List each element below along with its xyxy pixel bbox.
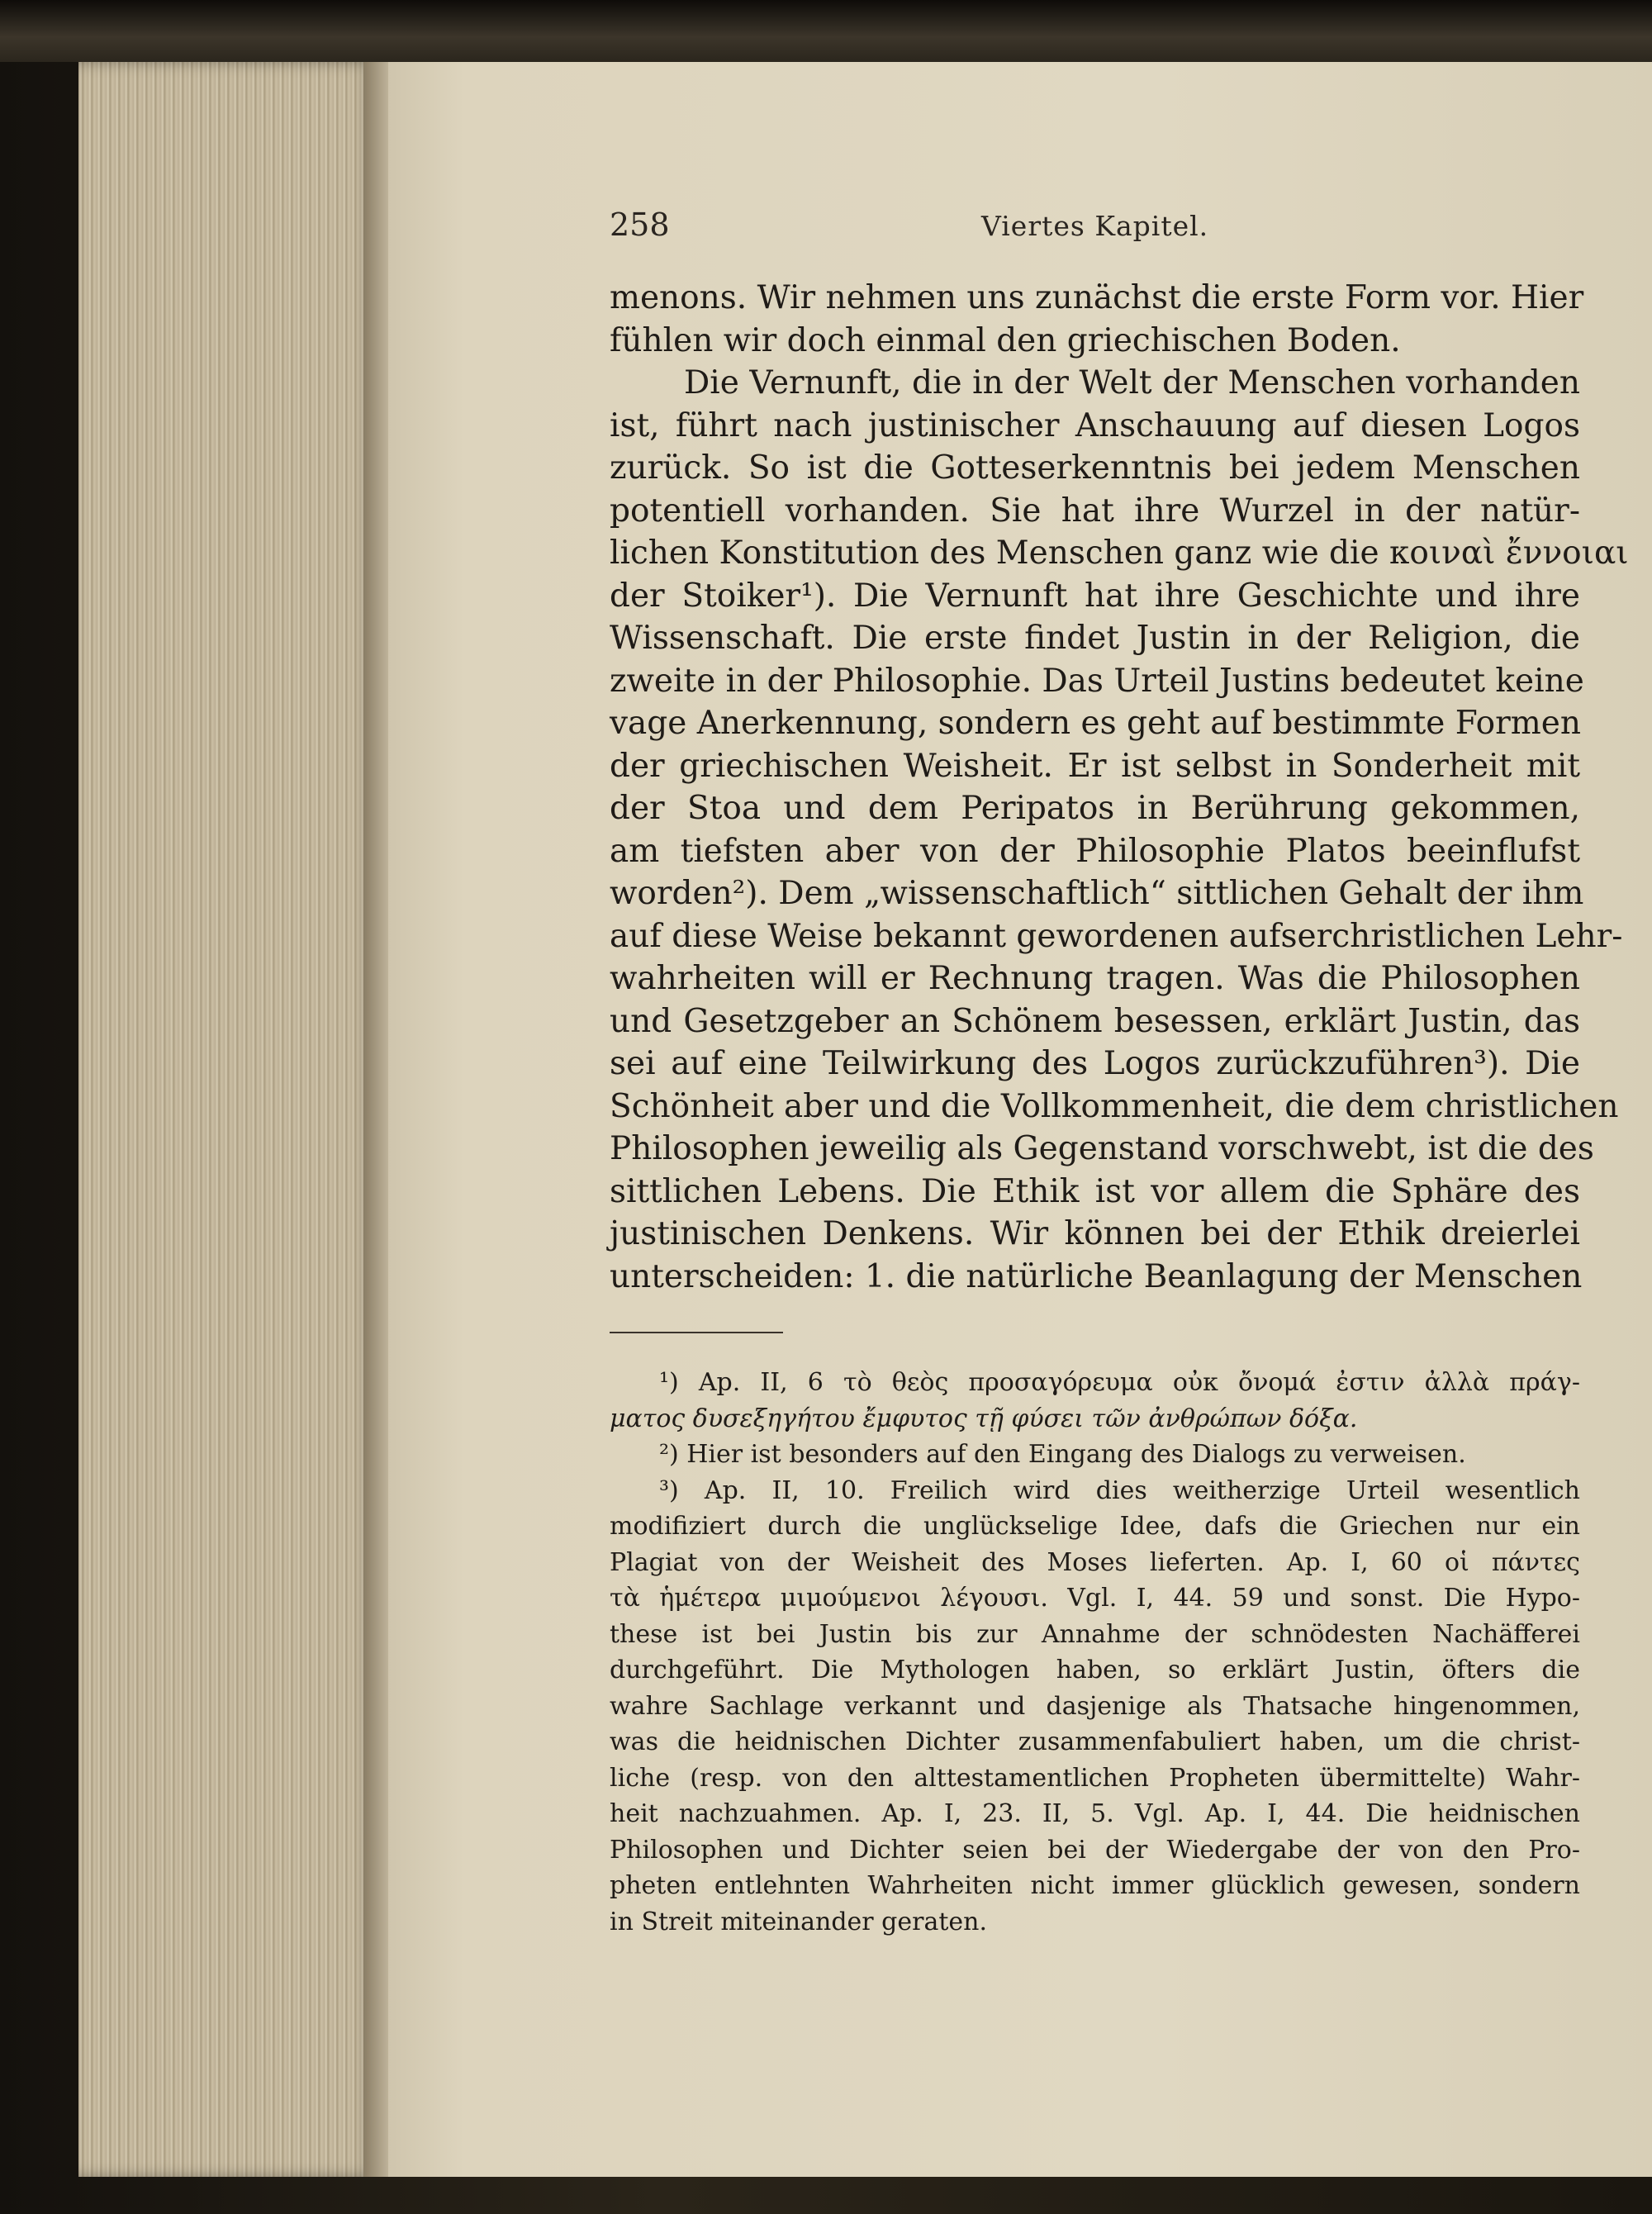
body-line: und Gesetzgeber an Schönem besessen, erklärt Justin, das (610, 1002, 1580, 1040)
body-line: ist, führt nach justinischer Anschauung auf diesen Logos (610, 406, 1580, 444)
footnote-line: ματος δυσεξηγήτου ἔμφυτος τῇ φύσει τῶν ἀνθρώπων δόξα. (610, 1404, 1358, 1433)
running-head: Viertes Kapitel. (981, 210, 1209, 242)
body-line: der griechischen Weisheit. Er ist selbst in Sonderheit mit (610, 747, 1580, 785)
body-line: zurück. So ist die Gotteserkenntnis bei jedem Menschen (610, 449, 1580, 487)
footnote-line: Philosophen und Dichter seien bei der Wiedergabe der von den Pro- (610, 1835, 1580, 1865)
footnote-line: τὰ ἡμέτερα μιμούμενοι λέγουσι. Vgl. I, 44. 59 und sonst. Die Hypo- (610, 1584, 1580, 1613)
body-line: worden²). Dem „wissenschaftlich“ sittlichen Gehalt der ihm (610, 875, 1584, 912)
body-line: lichen Konstitution des Menschen ganz wie die κοιναὶ ἔννοιαι (610, 534, 1629, 572)
body-line: am tiefsten aber von der Philosophie Platos beeinflufst (610, 832, 1580, 870)
body-line: unterscheiden: 1. die natürliche Beanlagung der Menschen (610, 1257, 1583, 1295)
body-line: wahrheiten will er Rechnung tragen. Was die Philosophen (610, 960, 1580, 997)
body-line: auf diese Weise bekannt gewordenen aufserchristlichen Lehr- (610, 917, 1623, 955)
body-line: zweite in der Philosophie. Das Urteil Justins bedeutet keine (610, 662, 1584, 700)
footnote-line: was die heidnischen Dichter zusammenfabuliert haben, um die christ- (610, 1727, 1580, 1756)
footnote-line: ¹) Ap. II, 6 τὸ θεὸς προσαγόρευμα οὐκ ὄνομά ἐστιν ἀλλὰ πράγ- (659, 1368, 1580, 1397)
footnote-line: Plagiat von der Weisheit des Moses lieferten. Ap. I, 60 οἱ πάντες (610, 1547, 1580, 1577)
body-line: sittlichen Lebens. Die Ethik ist vor allem die Sphäre des (610, 1172, 1580, 1210)
footnote-line: modifiziert durch die unglückselige Idee, dafs die Griechen nur ein (610, 1512, 1580, 1541)
body-line: Die Vernunft, die in der Welt der Menschen vorhanden (684, 364, 1580, 401)
footnote-line: these ist bei Justin bis zur Annahme der schnödesten Nachäfferei (610, 1619, 1580, 1649)
body-line: Wissenschaft. Die erste findet Justin in der Religion, die (610, 620, 1580, 657)
footnote-line: in Streit miteinander geraten. (610, 1907, 988, 1936)
body-line: menons. Wir nehmen uns zunächst die erste Form vor. Hier (610, 279, 1584, 316)
footnote-rule (610, 1332, 783, 1333)
footnote-line: durchgeführt. Die Mythologen haben, so erklärt Justin, öfters die (610, 1656, 1580, 1684)
footnote-line: ²) Hier ist besonders auf den Eingang des Dialogs zu verweisen. (659, 1440, 1466, 1469)
body-line: vage Anerkennung, sondern es geht auf bestimmte Formen (610, 705, 1581, 742)
cover-top-edge (0, 0, 1652, 62)
footnote-line: wahre Sachlage verkannt und dasjenige als Thatsache hingenommen, (610, 1691, 1580, 1721)
page-header (610, 207, 1580, 256)
body-line: der Stoiker¹). Die Vernunft hat ihre Geschichte und ihre (610, 577, 1580, 615)
footnotes (610, 1365, 1580, 1940)
footnote-line: heit nachzuahmen. Ap. I, 23. II, 5. Vgl. Ap. I, 44. Die heidnischen (610, 1799, 1580, 1828)
body-line: Philosophen jeweilig als Gegenstand vorschwebt, ist die des (610, 1130, 1594, 1167)
body-line: sei auf eine Teilwirkung des Logos zurückzuführen³). Die (610, 1045, 1580, 1082)
body-line: potentiell vorhanden. Sie hat ihre Wurzel in der natür- (610, 492, 1580, 530)
body-line: Schönheit aber und die Vollkommenheit, die dem christlichen (610, 1087, 1619, 1125)
body-line: justinischen Denkens. Wir können bei der Ethik dreierlei (610, 1215, 1580, 1252)
footnote-line: ³) Ap. II, 10. Freilich wird dies weitherzige Urteil wesentlich (659, 1475, 1580, 1505)
footnote-line: liche (resp. von den alttestamentlichen Propheten übermittelte) Wahr- (610, 1763, 1580, 1793)
body-line: der Stoa und dem Peripatos in Berührung gekommen, (610, 790, 1580, 827)
page-number: 258 (610, 207, 670, 243)
body-line: fühlen wir doch einmal den griechischen Boden. (610, 321, 1401, 359)
footnote-line: pheten entlehnten Wahrheiten nicht immer glücklich gewesen, sondern (610, 1871, 1580, 1900)
body-text (610, 277, 1629, 1298)
page-stack-edges (78, 62, 376, 2177)
